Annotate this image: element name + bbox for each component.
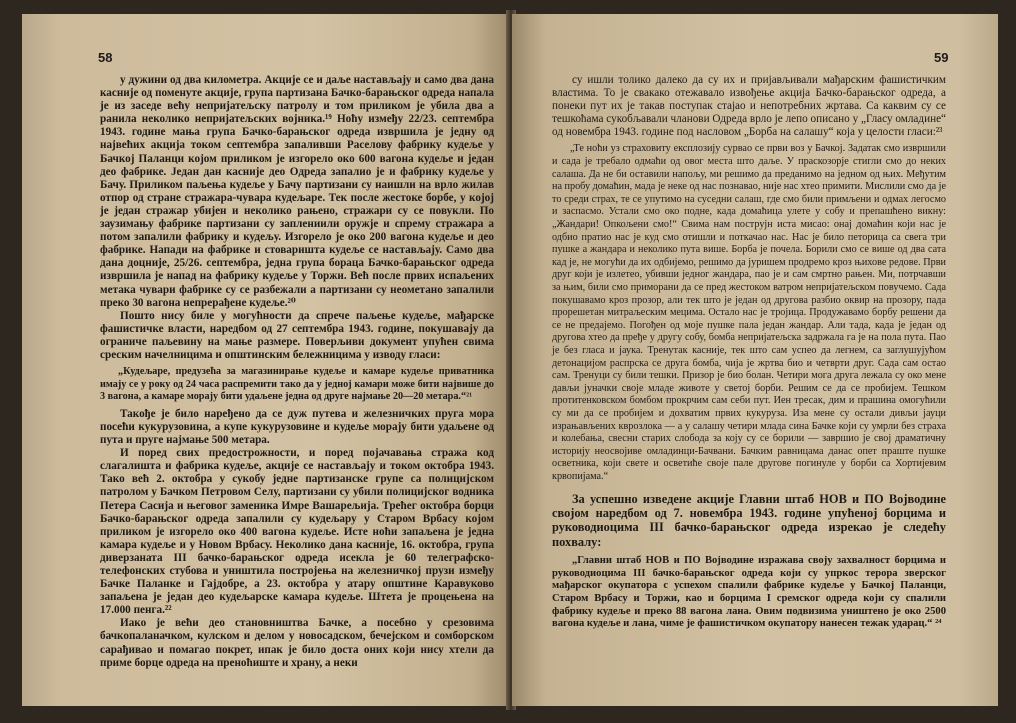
paragraph: Пошто нису биле у могућности да спрече паљење кудеље, мађарске фашистичке власти, наредбом од 27 септембра 1943. године, покушавају да ограниче паљевину на мање размере. Поверљиви документ упућен свима среским начелницима и општинским бележницима у изводу гласи: (100, 309, 494, 361)
right-page (512, 14, 998, 706)
quote-text: „Кудељаре, предузећа за магазинирање кудеље и камаре кудеље приватника имају се у року од 24 часа распремити тако да у једној камари може бити највише до 3 вагона, а камаре морају бити удаљене једна од друге најмање 20—20 метара.“²¹ (100, 366, 494, 403)
page-number: 59 (934, 50, 949, 65)
summary-paragraph: За успешно изведене акције Главни штаб НОВ и ПО Војводине својом наредбом од 7. новембра 1943. године упућеној борцима и руководиоцима III бачко-барањског одреда изрекао је следећу похвалу: (552, 491, 946, 549)
left-page (22, 14, 510, 706)
block-quote (552, 143, 946, 483)
right-text-column (552, 74, 946, 631)
quote-text: „Те ноћи уз страховиту експлозију сурвао се први воз у Бачкој. Задатак смо извршили и сада је требало одмаћи од овог места што даље. У праскозорје стигли смо до неких салаша. Да не би оставили напољу, ми решимо да преданимо на једном од њих. Међутим на пробу домаћин, мада је неке од нас познавао, није нас хтео примити. Мислили смо да је то среди страх, те се упутимо на суседни салаш, где смо били примљени и одмах легосмо и заспасмо. Устали смо око подне, када домаћица улете у собу и препашћено викну: „Жандари! Опкољени смо!“ Свима нам пострујн иста мисао: онај домаћин који нас је одбио пратио нас је куд смо отишли и поткачао нас. Нас је било петорица са свега три пушке а жандара и неколико пута више. Борба је почела. Борили смо се више од два сата кад је, не могући да их одбијемо, решимо да јуришем продремо кроз њихове редове. Први друг који је излетео, убивши једног жандара, пао је и сам смртно рањен. Ми, потрчавши за њим, били смо приморани да се пред жестоком ватром непријатељском повучемо. Сада покушавамо кроз прозор, али тек што је један од другова разбио оквир на прозору, пада прорешетан митраљеским мецима. Остало нас је тројица. Продужавамо борбу решени да се не предајемо. Погођен од моје пушке пала један жандар. Али тада, када је један од другова хтео да пређе у другу собу, бомба непријатељска задржала га је на пола пута. Пао је без гласа и јаука. Тренутак касније, тек што сам успео да легнем, са заглушујућом детонацијом распрска се друга бомба, чија је жртва био и четврти друг. Сада сам остао сам. Тренуци су били тешки. Призор је био болан. Четири мога друга лежала су око мене дављи јуначки своје младе животе у светој борби. Решим се да се пробијем. Тешком протитенковском бомбом прокрчим сам себи пут. Иен тресак, дим и прашина омогућили су ми да се пробијем и дохватим првих кукуруза. Иза мене су остали дивљи јауци израњављених кврозлока — а у салашу четири млада сина Бачке који су умрли без страха и колебања, свесни старих слобода за коју су се борили — завршио је свој драматичну историју неосвојиве омладинци-Бачвани. Бачким равницама данас опет праште пушке осветника, који свете и осветиће своје пале другове погинуле у борби са Хортијевим крвопијама.“ (552, 143, 947, 482)
block-quote (100, 366, 494, 404)
quote-text: „Главни штаб НОВ и ПО Војводине изражава своју захвалност борцима и руководиоцима III бачко-барањског одреда који су упркос терора зверског мађарског окупатора с успехом спалили фабрике кудеље у Бачкој Паланци, Старом Врбасу и Торжи, као и борцима I сремског одреда који су спалили фабрику кудеље и преко 88 вагона лана. Овим подвизима уништено је око 2500 вагона кудеље и лана, чиме је фашистичком окупатору нанесен тежак ударац.“ ²⁴ (552, 555, 946, 630)
paragraph: у дужини од два километра. Акције се и даље настављају и само два дана касније од поменуте акције, група партизана Бачко-барањског одреда напала је из заседе већу непријатељску патролу и том приликом је убила два а ранила неколико непријатељских војника.¹⁹ Ноћу између 22/23. септембра 1943. године мања група Бачко-барањског одреда извршила је једну од највећих акција током септембра запаливши Раселову фабрику кудеље у Бачкој Паланци којом приликом је изгорело око 600 вагона кудеље и један део фабрике. Један дан касније део Одреда запалио је и фабрику кудеље у Бачу. Приликом паљења кудеље у Бачу партизани су наишли на врло жилав отпор од стране стражара-чувара кудељаре. Тек после жестоке борбе, у којој је један стражар убијен и неколико рањено, стражари су се повукли. По заузимању фабрике партизани су заплениили оружје и спрему стражара а потом запалили фабрику и кудељу. Изгорело је око 200 вагона кудеље и део фабрике. Напади на фабрике и стоваришта кудеље се настављају. Само два дана доцније, 25/26. септембра, једна група бораца Бачко-барањског одреда извршила је напад на фабрику кудеље у Торжи. Већ после првих испаљених метака чувари фабрике су се разбежали а партизани су неометано запалили преко 30 вагона непрерађене кудеље.²⁰ (100, 74, 494, 309)
commendation-quote (552, 555, 946, 631)
paragraph: Иако је већи део становништва Бачке, а посебно у срезовима бачкопаланачком, кулском и делом у новосадском, бечејском и сомборском сарађивао и помагао покрет, ипак је било доста оних који нису хтели да приме борце одреда на пренoћиште и храну, а неки (100, 617, 494, 669)
paragraph: су ишли толико далеко да су их и пријављивали мађарским фашистичким властима. То је свакако отежавало извођење акција Бачко-барањског одреда, а понеки пут их је такав поступак стајао и непотребних жртава. Са каквим су се тешкоћама сукобљавали чланови Одреда врло је лепо описано у „Гласу омладине“ од новембра 1943. године под насловом „Борба на салашу“ која у целости гласи:²³ (552, 74, 946, 139)
left-text-column (100, 74, 494, 670)
paragraph: Такође је било наређено да се дуж путева и железничких пруга мора посећи кукурузовина, а купе кукурузовине и кудеље морају бити удаљене од пута и пруге најмање 500 метара. (100, 407, 494, 447)
page-number: 58 (98, 50, 113, 65)
paragraph: И поред свих предострожности, и поред појачавања стража код слагалишта и фабрика кудеље, акције се настављају и током октобра 1943. Тако већ 2. октобра у сукобу једне партизанске групе са полицијском патролом у Бачком Петровом Селу, партизани су убили полицијског водника Петера Сасија и његовог заменика Имре Вашарељија. Трећег октобра борци Бачко-барањског одреда запалили су кудељару у Старом Врбасу којом приликом је изгорело око 400 вагона кудеље. Исте ноћи запаљена је једна камара кудеље и у Новом Врбасу. Неколико дана касније, 16. октобра, група диверзаната III бачко-барањског одреда исекла је 60 телеграфско-телефонских стубова и уништила постројења на железничкој прузи између Бачке Паланке и Гајдобре, а 23. октобра у атару општине Каравуково запаљена је један део кудељарске камара кудеље. Штета је процењена на 17.000 пенга.²² (100, 447, 494, 617)
